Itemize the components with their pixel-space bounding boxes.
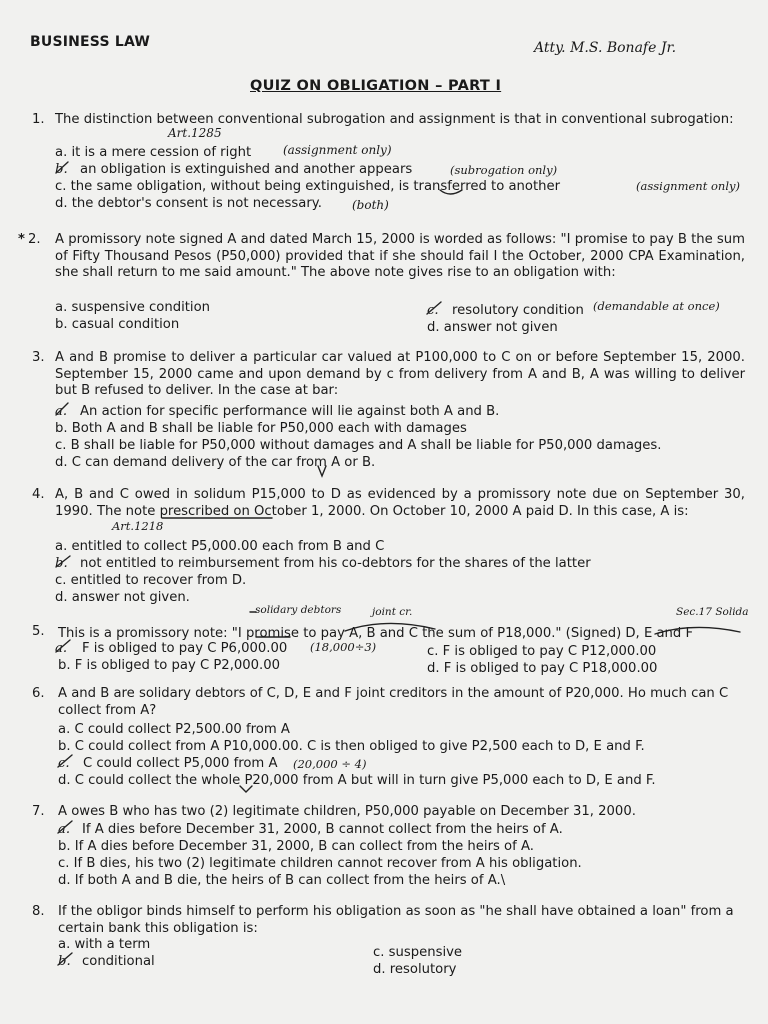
handwritten-note: (20,000 ÷ 4) (293, 757, 367, 771)
pen-stroke (318, 466, 326, 476)
bracket-mark (655, 627, 740, 634)
checked-option-mark: b. (55, 162, 68, 177)
question-stem: A promissory note signed A and dated March 15, 2000 is worded as follows: "I promise to pay B the sum of Fifty Thousand Pesos (P50,000) provided that if she should fail I the October, 2000 CPA Examination, she shall return to me said amount." The above note gives rise to an obligation with: (55, 232, 745, 280)
handwritten-note: (assignment only) (283, 143, 392, 157)
check-mark (427, 302, 441, 314)
option-c: c. If B dies, his two (2) legitimate children cannot recover from A his obligation. (58, 856, 582, 871)
handwritten-note: Sec.17 Solida (676, 606, 749, 618)
option-a: An action for specific performance will lie against both A and B. (80, 404, 500, 419)
question-number: 4. (32, 487, 45, 502)
handwritten-note: Art.1285 (168, 126, 222, 140)
checked-option-mark: b. (58, 954, 71, 969)
option-b: not entitled to reimbursement from his co-debtors for the shares of the latter (80, 556, 591, 571)
option-d: d. answer not given. (55, 590, 190, 605)
handwritten-note: (assignment only) (636, 179, 740, 193)
check-mark (58, 821, 72, 833)
question-stem: The distinction between conventional subrogation and assignment is that in conventional subrogation: (55, 112, 734, 127)
question-stem: This is a promissory note: "I promise to pay A, B and C the sum of P18,000." (Signed) D, E and F (58, 626, 694, 641)
question-stem: A and B promise to deliver a particular car valued at P100,000 to C on or before September 15, 2000. September 15, 2000 came and upon demand by c from delivery from A and B, A was willing to deliver but B refused to deliver. In the case at bar: (55, 350, 745, 398)
check-mark (56, 556, 70, 567)
checked-option-mark: b. (55, 556, 68, 571)
option-b: b. C could collect from A P10,000.00. C is then obliged to give P2,500 each to D, E and F. (58, 739, 645, 754)
option-b: b. F is obliged to pay C P2,000.00 (58, 658, 281, 673)
option-b: conditional (82, 954, 155, 969)
option-a: a. C could collect P2,500.00 from A (58, 722, 290, 737)
question-number: 6. (32, 686, 45, 701)
checked-option-mark: a. (58, 822, 71, 837)
question-number: 7. (32, 804, 45, 819)
check-mark (56, 403, 68, 415)
option-d: d. C could collect the whole P20,000 from A but will in turn give P5,000 each to D, E and F. (58, 773, 656, 788)
handwritten-note: (18,000÷3) (310, 640, 377, 654)
option-c: c. B shall be liable for P50,000 without damages and A shall be liable for P50,000 damages. (55, 438, 662, 453)
option-d: d. If both A and B die, the heirs of B can collect from the heirs of A.\ (58, 873, 506, 888)
checked-option-mark: c. (427, 303, 439, 318)
option-d: d. the debtor's consent is not necessary. (55, 196, 322, 211)
checked-option-mark: a. (55, 404, 68, 419)
pen-stroke (440, 190, 462, 194)
bracket-mark (345, 623, 435, 631)
question-stem: A owes B who has two (2) legitimate children, P50,000 payable on December 31, 2000. (58, 804, 636, 819)
question-number: 3. (32, 350, 45, 365)
option-d: d. C can demand delivery of the car from A or B. (55, 455, 376, 470)
check-mark (58, 953, 72, 965)
question-stem: If the obligor binds himself to perform his obligation as soon as "he shall have obtained a loan" from a certain bank this obligation is: (58, 904, 734, 936)
question-number: 1. (32, 112, 45, 127)
handwritten-note: (both) (352, 198, 389, 212)
check-mark (58, 755, 72, 767)
option-c: resolutory condition (452, 303, 584, 318)
option-a: If A dies before December 31, 2000, B cannot collect from the heirs of A. (82, 822, 563, 837)
check-mark (56, 640, 70, 652)
handwritten-note: Art.1218 (112, 519, 164, 533)
option-c: c. the same obligation, without being extinguished, is transferred to another (55, 179, 561, 194)
option-a: a. it is a mere cession of right (55, 145, 252, 160)
option-c: C could collect P5,000 from A (83, 756, 278, 771)
question-number: 2. (28, 232, 41, 247)
question-number: 8. (32, 904, 45, 919)
checked-option-mark: a. (55, 641, 68, 656)
quiz-title: QUIZ ON OBLIGATION – PART I (250, 78, 502, 94)
author-name: Atty. M.S. Bonafe Jr. (534, 40, 677, 56)
option-d: d. F is obliged to pay C P18,000.00 (427, 661, 658, 676)
option-b: an obligation is extinguished and another appears (80, 162, 413, 177)
option-a: a. entitled to collect P5,000.00 each from B and C (55, 539, 385, 554)
option-b: b. Both A and B shall be liable for P50,000 each with damages (55, 421, 467, 436)
handwritten-note: (subrogation only) (450, 163, 558, 177)
handwritten-note: (demandable at once) (593, 299, 720, 313)
option-a: a. with a term (58, 937, 151, 952)
course-title: BUSINESS LAW (30, 34, 150, 50)
check-mark (56, 162, 68, 173)
handwritten-note: solidary debtors (255, 604, 342, 616)
option-c: c. suspensive (373, 945, 463, 960)
checked-option-mark: c. (58, 756, 70, 771)
question-number: 5. (32, 624, 45, 639)
option-c: c. entitled to recover from D. (55, 573, 247, 588)
question-stem: A and B are solidary debtors of C, D, E and F joint creditors in the amount of P20,000. Ho much can C collect from A? (58, 686, 729, 718)
option-d: d. answer not given (427, 320, 558, 335)
option-b: b. If A dies before December 31, 2000, B can collect from the heirs of A. (58, 839, 534, 854)
option-a: F is obliged to pay C P6,000.00 (82, 641, 288, 656)
option-b: b. casual condition (55, 317, 180, 332)
option-d: d. resolutory (373, 962, 457, 977)
handwritten-note: joint cr. (372, 606, 413, 618)
question-stem: A, B and C owed in solidum P15,000 to D as evidenced by a promissory note due on September 30, 1990. The note prescribed on October 1, 2000. On October 10, 2000 A paid D. In this case, A is: (55, 487, 745, 519)
option-c: c. F is obliged to pay C P12,000.00 (427, 644, 657, 659)
pen-stroke (240, 786, 252, 792)
option-a: a. suspensive condition (55, 300, 211, 315)
star-mark: * (18, 232, 25, 247)
